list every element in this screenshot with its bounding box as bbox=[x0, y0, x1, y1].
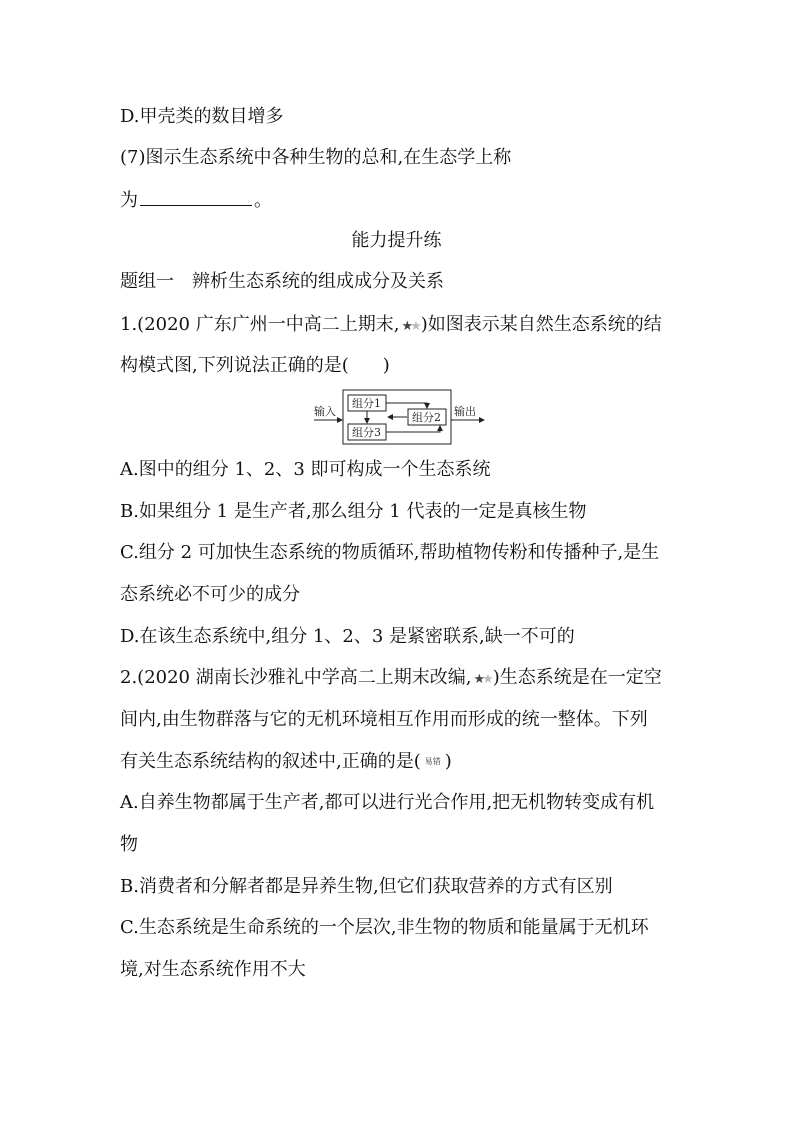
q1-paren-close: ) bbox=[382, 355, 390, 376]
question-7-line1: (7)图示生态系统中各种生物的总和,在生态学上称 bbox=[120, 147, 512, 168]
q1-option-c-line1[interactable]: C.组分 2 可加快生态系统的物质循环,帮助植物传粉和传播种子,是生 bbox=[120, 542, 660, 563]
arrow-3-to-2 bbox=[386, 426, 440, 432]
component-1-label: 组分1 bbox=[352, 397, 381, 410]
q1-stem-end: 构模式图,下列说法正确的是( bbox=[120, 355, 349, 376]
difficulty-stars-icon: ★★ bbox=[401, 319, 419, 334]
diagram-output-label: 输出 bbox=[454, 405, 476, 418]
q2-line3 bbox=[120, 750, 452, 774]
arrow-1-to-2 bbox=[386, 403, 427, 408]
q2-option-c-line2[interactable]: 境,对生态系统作用不大 bbox=[120, 959, 306, 980]
difficulty-stars-icon: ★★ bbox=[473, 672, 491, 687]
error-prone-mark: 易错 bbox=[424, 757, 441, 766]
q1-source: 1.(2020 广东广州一中高二上期末, bbox=[120, 314, 400, 335]
q2-line1 bbox=[120, 666, 662, 692]
answer-blank[interactable] bbox=[140, 187, 252, 206]
q1-line1 bbox=[120, 313, 662, 339]
q1-line2 bbox=[120, 354, 390, 378]
q2-option-a-line2[interactable]: 物 bbox=[120, 834, 138, 855]
q2-option-b[interactable]: B.消费者和分解者都是异养生物,但它们获取营养的方式有区别 bbox=[120, 876, 613, 897]
q2-paren-close: ) bbox=[444, 751, 452, 772]
ecosystem-structure-diagram bbox=[312, 389, 492, 447]
q1-option-a[interactable]: A.图中的组分 1、2、3 即可构成一个生态系统 bbox=[120, 459, 491, 480]
group-title: 题组一 辨析生态系统的组成成分及关系 bbox=[120, 271, 444, 292]
section-title: 能力提升练 bbox=[351, 230, 442, 251]
q1-stem-start: )如图表示某自然生态系统的结 bbox=[420, 314, 662, 335]
q2-line2: 间内,由生物群落与它的无机环境相互作用而形成的统一整体。下列 bbox=[120, 709, 648, 730]
component-3-label: 组分3 bbox=[352, 426, 381, 439]
question-7-suffix: 。 bbox=[254, 190, 272, 211]
question-7-line2 bbox=[120, 187, 272, 213]
q2-stem-end: 有关生态系统结构的叙述中,正确的是( bbox=[120, 751, 421, 772]
q2-option-a-line1[interactable]: A.自养生物都属于生产者,都可以进行光合作用,把无机物转变成有机 bbox=[120, 792, 655, 813]
q2-stem-start: )生态系统是在一定空 bbox=[492, 667, 662, 688]
component-2-label: 组分2 bbox=[412, 411, 441, 424]
question-7-prefix: 为 bbox=[120, 190, 138, 211]
q1-option-b[interactable]: B.如果组分 1 是生产者,那么组分 1 代表的一定是真核生物 bbox=[120, 501, 587, 522]
q2-source: 2.(2020 湖南长沙雅礼中学高二上期末改编, bbox=[120, 667, 472, 688]
option-d-previous: D.甲壳类的数目增多 bbox=[120, 106, 284, 127]
diagram-input-label: 输入 bbox=[314, 405, 336, 418]
q1-option-d[interactable]: D.在该生态系统中,组分 1、2、3 是紧密联系,缺一不可的 bbox=[120, 626, 575, 647]
q2-option-c-line1[interactable]: C.生态系统是生命系统的一个层次,非生物的物质和能量属于无机环 bbox=[120, 917, 649, 938]
q1-option-c-line2[interactable]: 态系统必不可少的成分 bbox=[120, 584, 300, 605]
